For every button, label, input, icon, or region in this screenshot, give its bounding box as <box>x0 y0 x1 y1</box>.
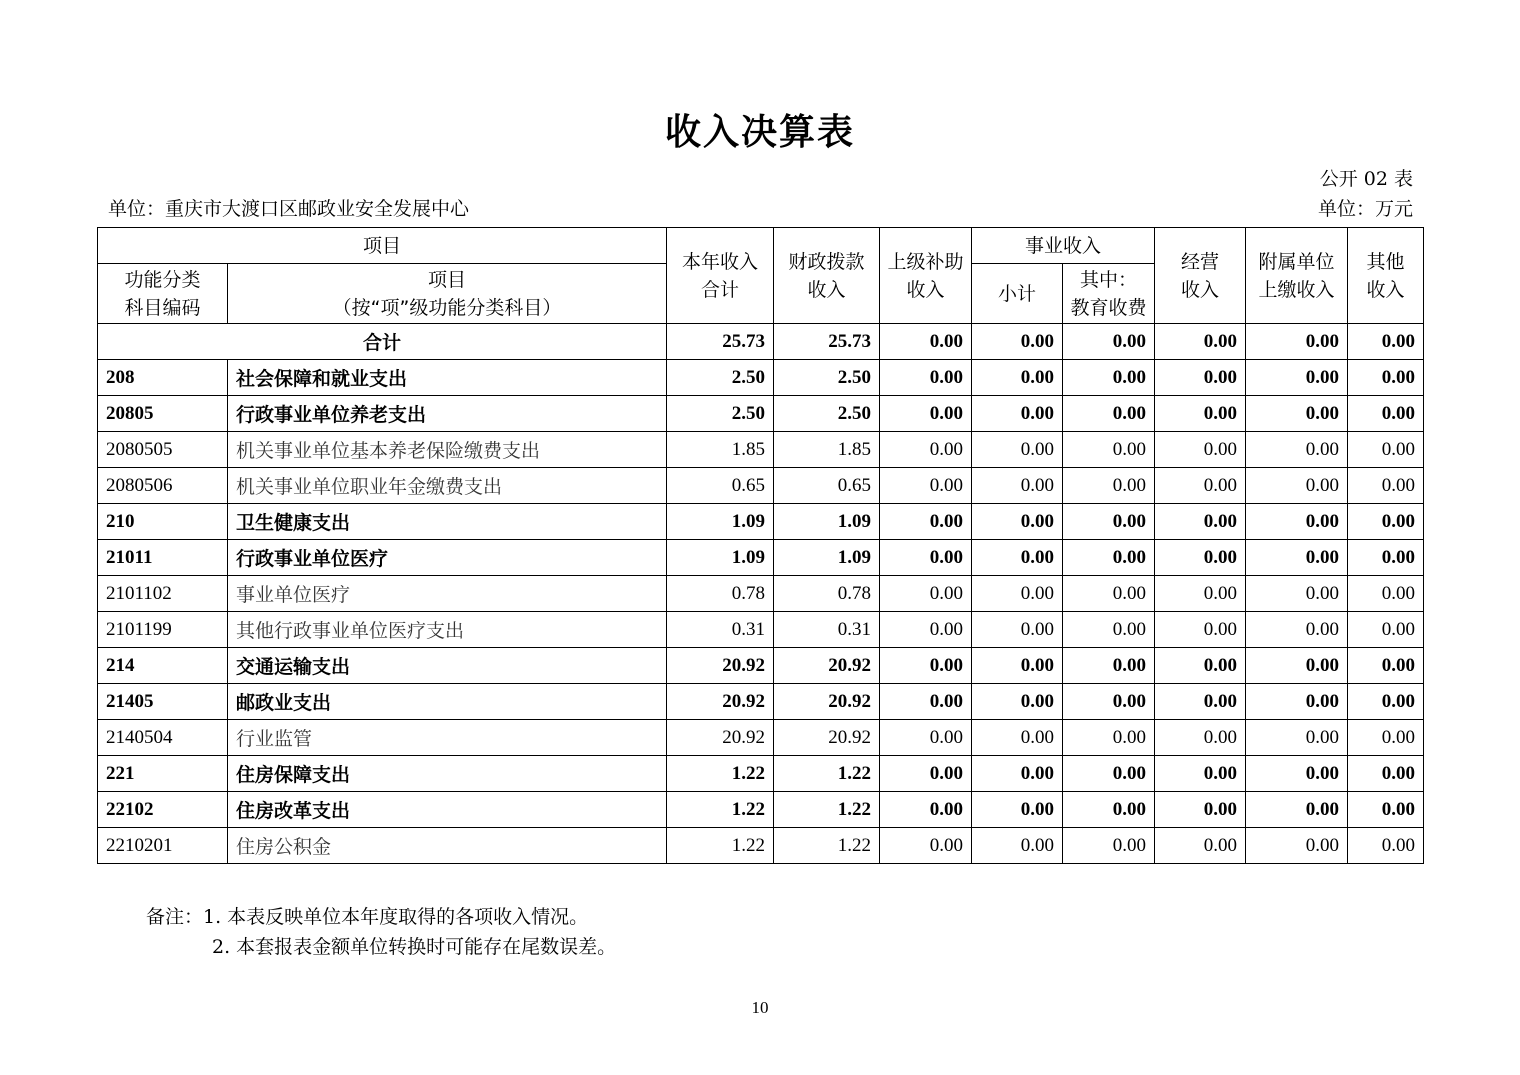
header-fiscal-line2: 收入 <box>807 278 846 301</box>
value-cell: 0.00 <box>880 576 972 612</box>
func-code-cell: 2210201 <box>98 828 228 864</box>
table-row <box>98 540 1424 576</box>
value-cell: 2.50 <box>667 396 774 432</box>
value-cell: 0.00 <box>1348 792 1424 828</box>
total-cell: 0.00 <box>1246 324 1348 360</box>
value-cell: 20.92 <box>774 720 880 756</box>
total-cell: 0.00 <box>880 324 972 360</box>
value-cell: 0.00 <box>1155 576 1246 612</box>
value-cell: 0.00 <box>880 504 972 540</box>
value-cell: 1.22 <box>667 756 774 792</box>
value-cell: 0.00 <box>1063 540 1155 576</box>
header-item-line2: （按“项”级功能分类科目） <box>332 296 562 319</box>
value-cell: 0.00 <box>1155 648 1246 684</box>
table-body <box>98 324 1424 864</box>
value-cell: 1.22 <box>774 828 880 864</box>
header-item-line1: 项目 <box>428 268 467 291</box>
value-cell: 0.00 <box>1348 756 1424 792</box>
value-cell: 0.00 <box>1348 648 1424 684</box>
value-cell: 0.00 <box>972 396 1063 432</box>
header-other-line2: 收入 <box>1366 278 1405 301</box>
value-cell: 0.00 <box>1246 396 1348 432</box>
value-cell: 0.00 <box>1155 612 1246 648</box>
value-cell: 20.92 <box>774 684 880 720</box>
item-name-cell: 交通运输支出 <box>228 648 667 684</box>
value-cell: 0.00 <box>1246 468 1348 504</box>
value-cell: 0.00 <box>1246 684 1348 720</box>
value-cell: 20.92 <box>774 648 880 684</box>
value-cell: 2.50 <box>774 396 880 432</box>
value-cell: 0.00 <box>1063 684 1155 720</box>
header-subtotal: 小计 <box>972 264 1063 324</box>
value-cell: 0.00 <box>972 612 1063 648</box>
table-row <box>98 576 1424 612</box>
value-cell: 0.00 <box>1155 720 1246 756</box>
table-row <box>98 360 1424 396</box>
value-cell: 0.00 <box>972 468 1063 504</box>
item-name-cell: 行业监管 <box>228 720 667 756</box>
header-affiliated-line2: 上缴收入 <box>1258 278 1335 301</box>
value-cell: 0.00 <box>1348 576 1424 612</box>
value-cell: 0.00 <box>1063 828 1155 864</box>
value-cell: 1.22 <box>774 792 880 828</box>
value-cell: 0.78 <box>774 576 880 612</box>
value-cell: 0.00 <box>1246 504 1348 540</box>
func-code-cell: 2101102 <box>98 576 228 612</box>
value-cell: 0.00 <box>1246 540 1348 576</box>
func-code-cell: 2080506 <box>98 468 228 504</box>
value-cell: 0.00 <box>1246 432 1348 468</box>
value-cell: 0.00 <box>880 360 972 396</box>
value-cell: 1.22 <box>774 756 880 792</box>
value-cell: 0.00 <box>1063 468 1155 504</box>
header-total-income <box>667 228 774 324</box>
value-cell: 0.00 <box>1348 504 1424 540</box>
value-cell: 0.00 <box>1348 720 1424 756</box>
value-cell: 0.00 <box>1063 720 1155 756</box>
value-cell: 20.92 <box>667 720 774 756</box>
table-row <box>98 792 1424 828</box>
table-row <box>98 828 1424 864</box>
value-cell: 0.00 <box>1155 792 1246 828</box>
table-row <box>98 468 1424 504</box>
value-cell: 0.00 <box>1348 828 1424 864</box>
item-name-cell: 机关事业单位职业年金缴费支出 <box>228 468 667 504</box>
form-number: 公开 02 表 <box>1319 168 1413 190</box>
table-row <box>98 612 1424 648</box>
header-total-income-line2: 合计 <box>701 278 740 301</box>
value-cell: 0.00 <box>880 468 972 504</box>
value-cell: 1.85 <box>774 432 880 468</box>
header-other <box>1348 228 1424 324</box>
value-cell: 0.00 <box>880 828 972 864</box>
value-cell: 0.00 <box>1063 360 1155 396</box>
item-name-cell: 邮政业支出 <box>228 684 667 720</box>
value-cell: 0.00 <box>1246 792 1348 828</box>
note-line-2: 2. 本套报表金额单位转换时可能存在尾数误差。 <box>212 936 617 958</box>
value-cell: 0.00 <box>1348 396 1424 432</box>
header-superior <box>880 228 972 324</box>
value-cell: 0.00 <box>1246 360 1348 396</box>
unit-name: 单位：重庆市大渡口区邮政业安全发展中心 <box>108 198 470 220</box>
value-cell: 0.00 <box>1246 720 1348 756</box>
value-cell: 0.00 <box>972 792 1063 828</box>
item-name-cell: 住房改革支出 <box>228 792 667 828</box>
value-cell: 0.00 <box>1246 612 1348 648</box>
header-func-code <box>98 264 228 324</box>
value-cell: 0.00 <box>1246 648 1348 684</box>
func-code-cell: 221 <box>98 756 228 792</box>
value-cell: 0.00 <box>1246 576 1348 612</box>
table-row <box>98 720 1424 756</box>
table-header <box>98 228 1424 324</box>
value-cell: 0.00 <box>880 720 972 756</box>
value-cell: 0.00 <box>880 756 972 792</box>
value-cell: 2.50 <box>667 360 774 396</box>
value-cell: 0.00 <box>1155 432 1246 468</box>
value-cell: 1.09 <box>667 540 774 576</box>
header-func-code-line2: 科目编码 <box>124 296 201 319</box>
table-row <box>98 648 1424 684</box>
value-cell: 0.00 <box>972 828 1063 864</box>
item-name-cell: 事业单位医疗 <box>228 576 667 612</box>
value-cell: 0.00 <box>1246 756 1348 792</box>
value-cell: 0.00 <box>880 612 972 648</box>
header-item <box>228 264 667 324</box>
header-operating-line2: 收入 <box>1181 278 1220 301</box>
func-code-cell: 21011 <box>98 540 228 576</box>
item-name-cell: 住房公积金 <box>228 828 667 864</box>
total-label: 合计 <box>98 324 667 360</box>
table-row <box>98 432 1424 468</box>
header-business-income: 事业收入 <box>972 228 1155 264</box>
total-cell: 0.00 <box>1063 324 1155 360</box>
header-fiscal <box>774 228 880 324</box>
func-code-cell: 2101199 <box>98 612 228 648</box>
value-cell: 0.00 <box>972 684 1063 720</box>
value-cell: 0.00 <box>880 648 972 684</box>
value-cell: 0.00 <box>972 576 1063 612</box>
value-cell: 20.92 <box>667 684 774 720</box>
func-code-cell: 210 <box>98 504 228 540</box>
value-cell: 0.00 <box>1155 828 1246 864</box>
func-code-cell: 208 <box>98 360 228 396</box>
header-superior-line1: 上级补助 <box>887 250 964 273</box>
value-cell: 0.00 <box>1063 396 1155 432</box>
value-cell: 0.00 <box>1155 684 1246 720</box>
note-line-1: 备注：1. 本表反映单位本年度取得的各项收入情况。 <box>146 906 589 928</box>
page-title: 收入决算表 <box>664 112 855 153</box>
value-cell: 0.00 <box>1063 504 1155 540</box>
value-cell: 0.00 <box>1155 756 1246 792</box>
header-affiliated-line1: 附属单位 <box>1258 250 1335 273</box>
header-operating <box>1155 228 1246 324</box>
value-cell: 0.31 <box>667 612 774 648</box>
value-cell: 0.00 <box>880 432 972 468</box>
header-other-line1: 其他 <box>1366 250 1405 273</box>
header-total-income-line1: 本年收入 <box>682 250 759 273</box>
table-row <box>98 756 1424 792</box>
value-cell: 0.00 <box>1063 432 1155 468</box>
value-cell: 0.00 <box>972 756 1063 792</box>
income-table <box>97 227 1424 864</box>
value-cell: 0.00 <box>880 684 972 720</box>
header-superior-line2: 收入 <box>906 278 945 301</box>
value-cell: 20.92 <box>667 648 774 684</box>
func-code-cell: 214 <box>98 648 228 684</box>
value-cell: 0.00 <box>972 720 1063 756</box>
total-cell: 25.73 <box>667 324 774 360</box>
header-func-code-line1: 功能分类 <box>124 268 201 291</box>
item-name-cell: 社会保障和就业支出 <box>228 360 667 396</box>
func-code-cell: 21405 <box>98 684 228 720</box>
value-cell: 0.00 <box>972 540 1063 576</box>
value-cell: 0.00 <box>1348 360 1424 396</box>
value-cell: 0.00 <box>1348 612 1424 648</box>
item-name-cell: 其他行政事业单位医疗支出 <box>228 612 667 648</box>
header-affiliated <box>1246 228 1348 324</box>
item-name-cell: 卫生健康支出 <box>228 504 667 540</box>
value-cell: 0.00 <box>1155 468 1246 504</box>
value-cell: 0.00 <box>1063 756 1155 792</box>
value-cell: 0.00 <box>1348 684 1424 720</box>
value-cell: 1.09 <box>774 504 880 540</box>
value-cell: 0.65 <box>667 468 774 504</box>
header-fiscal-line1: 财政拨款 <box>788 250 865 273</box>
total-row <box>98 324 1424 360</box>
func-code-cell: 2080505 <box>98 432 228 468</box>
value-cell: 0.00 <box>1063 612 1155 648</box>
value-cell: 0.00 <box>1063 576 1155 612</box>
value-cell: 0.31 <box>774 612 880 648</box>
value-cell: 0.78 <box>667 576 774 612</box>
value-cell: 0.00 <box>1063 792 1155 828</box>
value-cell: 0.00 <box>1348 540 1424 576</box>
total-cell: 0.00 <box>1348 324 1424 360</box>
header-education <box>1063 264 1155 324</box>
header-education-line1: 其中： <box>1080 268 1138 291</box>
value-cell: 1.85 <box>667 432 774 468</box>
table-row <box>98 504 1424 540</box>
value-cell: 1.09 <box>667 504 774 540</box>
value-cell: 0.00 <box>1155 540 1246 576</box>
page-number: 10 <box>751 998 769 1017</box>
func-code-cell: 20805 <box>98 396 228 432</box>
value-cell: 0.00 <box>1155 396 1246 432</box>
value-cell: 0.00 <box>972 360 1063 396</box>
value-cell: 0.00 <box>972 432 1063 468</box>
value-cell: 1.09 <box>774 540 880 576</box>
value-cell: 2.50 <box>774 360 880 396</box>
value-cell: 0.00 <box>880 396 972 432</box>
header-education-line2: 教育收费 <box>1070 296 1147 319</box>
value-cell: 0.00 <box>1155 504 1246 540</box>
value-cell: 0.00 <box>1348 468 1424 504</box>
item-name-cell: 行政事业单位医疗 <box>228 540 667 576</box>
value-cell: 0.00 <box>972 504 1063 540</box>
value-cell: 0.00 <box>1246 828 1348 864</box>
total-cell: 25.73 <box>774 324 880 360</box>
value-cell: 0.00 <box>1063 648 1155 684</box>
table-row <box>98 684 1424 720</box>
func-code-cell: 2140504 <box>98 720 228 756</box>
total-cell: 0.00 <box>972 324 1063 360</box>
total-cell: 0.00 <box>1155 324 1246 360</box>
value-cell: 1.22 <box>667 828 774 864</box>
item-name-cell: 行政事业单位养老支出 <box>228 396 667 432</box>
header-project: 项目 <box>98 228 667 264</box>
value-cell: 0.00 <box>972 648 1063 684</box>
value-cell: 1.22 <box>667 792 774 828</box>
notes <box>146 902 616 962</box>
func-code-cell: 22102 <box>98 792 228 828</box>
item-name-cell: 住房保障支出 <box>228 756 667 792</box>
value-cell: 0.65 <box>774 468 880 504</box>
header-operating-line1: 经营 <box>1181 250 1220 273</box>
value-cell: 0.00 <box>1348 432 1424 468</box>
value-cell: 0.00 <box>880 792 972 828</box>
value-cell: 0.00 <box>1155 360 1246 396</box>
item-name-cell: 机关事业单位基本养老保险缴费支出 <box>228 432 667 468</box>
table-row <box>98 396 1424 432</box>
unit-measure: 单位：万元 <box>1317 198 1413 220</box>
value-cell: 0.00 <box>880 540 972 576</box>
